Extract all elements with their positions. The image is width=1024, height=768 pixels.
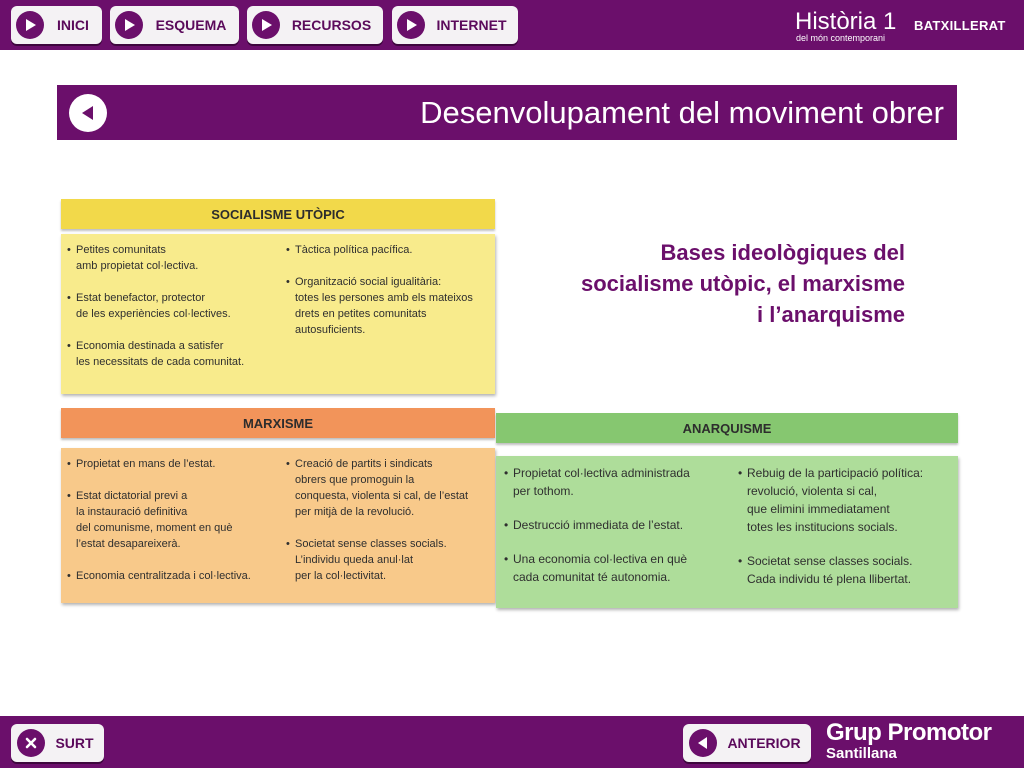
play-icon <box>16 11 44 39</box>
marxisme-body <box>61 448 495 603</box>
nav-button-label: RECURSOS <box>291 17 372 33</box>
list-item: • Una economia col·lectiva en què cada comunitat té autonomia. <box>504 550 734 586</box>
nav-button-internet[interactable] <box>392 6 518 44</box>
logo-line-1: Grup Promotor <box>826 719 992 746</box>
play-icon <box>252 11 280 39</box>
list-item: • Petites comunitats amb propietat col·lectiva. <box>67 242 282 274</box>
list-item: • Tàctica política pacífica. <box>286 242 491 258</box>
close-icon <box>17 729 45 757</box>
nav-button-label: ESQUEMA <box>155 17 227 33</box>
list-item: • Societat sense classes socials. L’individu queda anul·lat per la col·lectivitat. <box>286 536 494 584</box>
marxisme-box <box>61 408 495 604</box>
list-item: • Propietat en mans de l’estat. <box>67 456 282 472</box>
socialisme-utopic-heading: SOCIALISME UTÒPIC <box>61 199 495 229</box>
title-banner <box>57 85 957 140</box>
play-icon <box>115 11 143 39</box>
socialisme-utopic-body <box>61 234 495 394</box>
nav-button-esquema[interactable] <box>110 6 239 44</box>
top-bar <box>0 0 1024 50</box>
previous-button-label: ANTERIOR <box>727 735 801 751</box>
brand-tag: BATXILLERAT <box>914 18 1006 33</box>
previous-button[interactable] <box>683 724 811 762</box>
arrow-left-icon <box>79 104 97 122</box>
list-item: • Rebuig de la participació política: revolució, violenta si cal, que elimini immediatament totes les institucions socials. <box>738 464 956 536</box>
nav-button-label: INTERNET <box>436 17 507 33</box>
nav-button-inici[interactable] <box>11 6 102 44</box>
list-item: • Estat benefactor, protector de les experiències col·lectives. <box>67 290 282 322</box>
list-item: • Creació de partits i sindicats obrers que promoguin la conquesta, violenta si cal, de l’estat per mitjà de la revolució. <box>286 456 494 520</box>
back-button[interactable] <box>69 94 107 132</box>
list-item: • Organització social igualitària: totes les persones amb els mateixos drets en petites comunitats autosuficients. <box>286 274 491 338</box>
side-description: Bases ideològiques del socialisme utòpic, el marxisme i l’anarquisme <box>580 240 905 327</box>
marxisme-heading: MARXISME <box>61 408 495 438</box>
list-item: • Estat dictatorial previ a la instauració definitiva del comunisme, moment en què l’estat desapareixerà. <box>67 488 282 552</box>
list-item: • Destrucció immediata de l’estat. <box>504 516 734 534</box>
logo-line-2: Santillana <box>826 745 897 762</box>
play-icon <box>397 11 425 39</box>
nav-button-recursos[interactable] <box>247 6 383 44</box>
nav-button-label: INICI <box>57 17 89 33</box>
brand-title: Història 1 <box>795 8 897 35</box>
exit-button[interactable] <box>11 724 104 762</box>
anarquisme-box <box>496 413 958 607</box>
list-item: • Propietat col·lectiva administrada per tothom. <box>504 464 734 500</box>
list-item: • Societat sense classes socials. Cada individu té plena llibertat. <box>738 552 956 588</box>
anarquisme-heading: ANARQUISME <box>496 413 958 443</box>
brand-subtitle: del món contemporani <box>796 33 886 43</box>
page-title: Desenvolupament del moviment obrer <box>420 95 944 130</box>
anarquisme-body <box>496 456 958 608</box>
publisher-logo <box>826 719 992 762</box>
exit-button-label: SURT <box>55 735 94 751</box>
list-item: • Economia destinada a satisfer les necessitats de cada comunitat. <box>67 338 282 370</box>
bottom-bar <box>0 716 1024 768</box>
arrow-left-icon <box>689 729 717 757</box>
list-item: • Economia centralitzada i col·lectiva. <box>67 568 282 584</box>
socialisme-utopic-box <box>61 199 495 395</box>
